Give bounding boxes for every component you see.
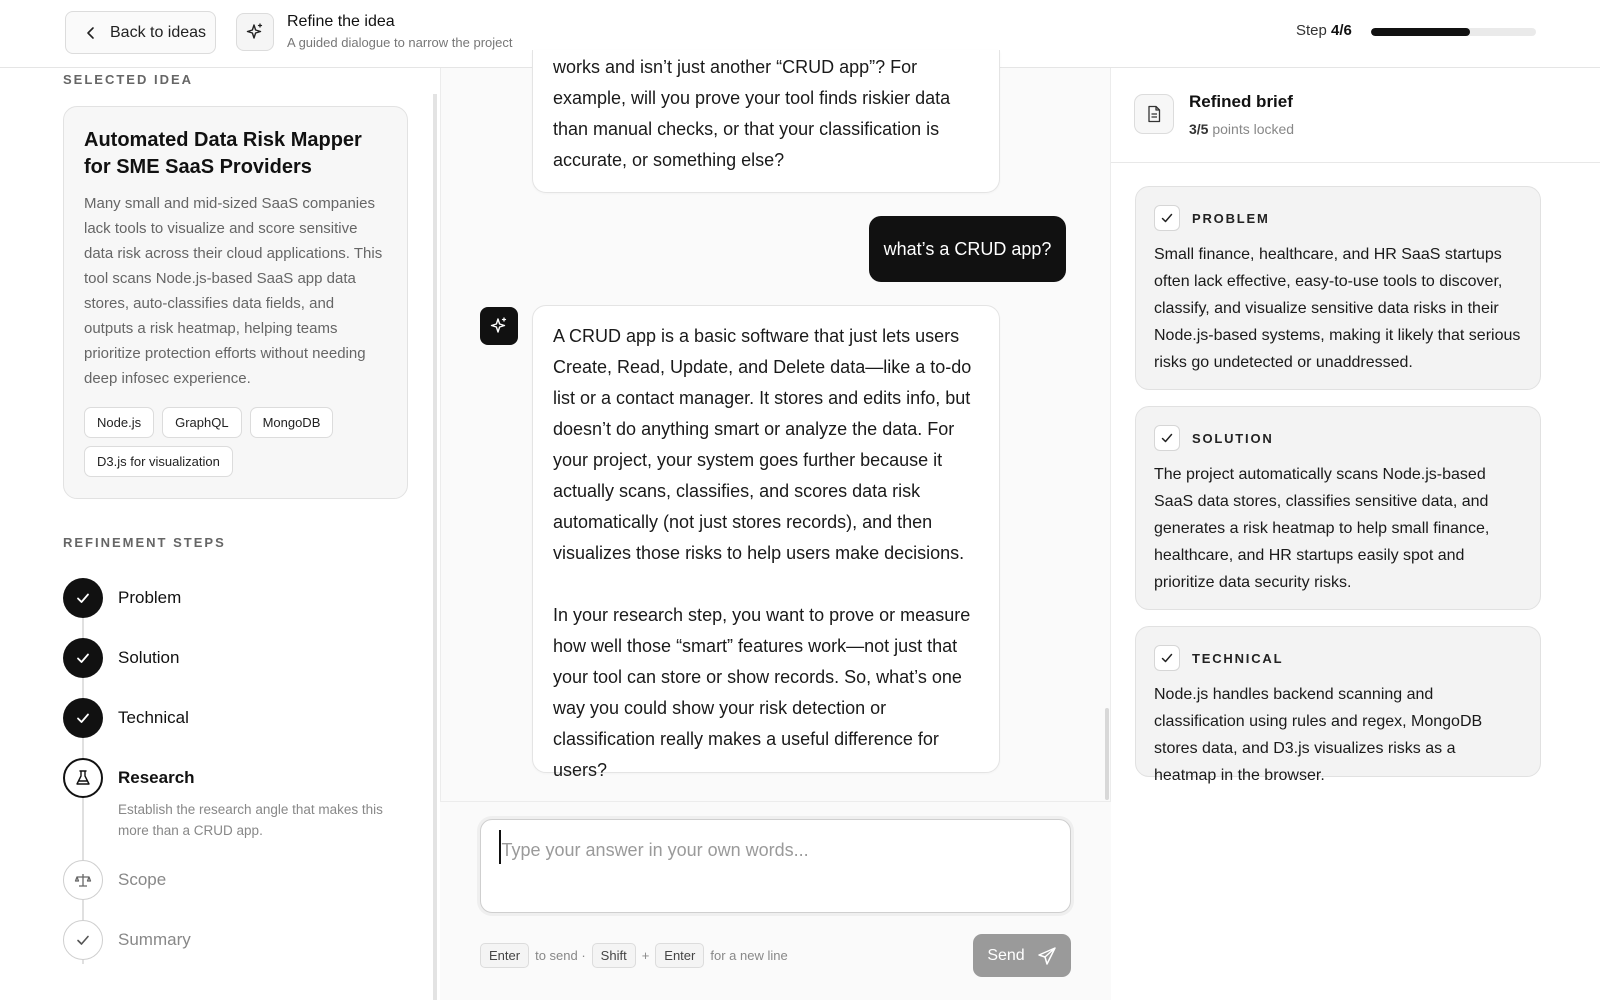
step-problem[interactable] [63, 578, 181, 618]
locked-text: points locked [1212, 121, 1295, 137]
refinement-steps-heading: REFINEMENT STEPS [63, 535, 226, 550]
text-caret [499, 830, 501, 864]
assistant-avatar [480, 307, 518, 345]
brief-card-problem [1135, 186, 1541, 390]
shift-key: Shift [592, 943, 636, 968]
brief-header [1111, 68, 1600, 163]
check-icon [1154, 425, 1180, 451]
scale-icon [63, 860, 103, 900]
message-paragraph: A CRUD app is a basic software that just lets users Create, Read, Update, and Delete data—like a to-do list or a contact manager. It stores and edits info, but doesn’t do anything smart or analyze the data. For your project, your system goes further because it actually scans, classifies, and scores data risk automatically (not just stores records), and then visualizes those risks to help users make decisions. [553, 326, 972, 563]
step-label: Research [118, 768, 195, 787]
step-summary[interactable] [63, 920, 191, 960]
send-label: Send [987, 946, 1025, 964]
tag: MongoDB [250, 407, 334, 438]
idea-description: Many small and mid-sized SaaS companies lack tools to visualize and score sensitive data risk across their cloud applications. This tool scans Node.js-based SaaS app data stores, auto-classifies data fields, and outputs a risk heatmap, helping teams prioritize protection efforts without needing deep infosec experience. [84, 195, 383, 387]
send-icon [1037, 946, 1057, 966]
brief-card-label: PROBLEM [1192, 210, 1270, 226]
sparkle-icon [236, 13, 274, 51]
back-to-ideas-label: Back to ideas [110, 23, 207, 41]
brief-card-text: The project automatically scans Node.js-based SaaS data stores, classifies sensitive data, and generates a risk heatmap to help small finance, healthcare, and HR startups easily spot and prioritize data security risks. [1154, 466, 1490, 591]
step-label: Summary [118, 930, 191, 949]
brief-card-label: TECHNICAL [1192, 650, 1284, 666]
page-subtitle: A guided dialogue to narrow the project [287, 35, 513, 50]
hint-text: to send · [535, 948, 586, 963]
current-step-description: Establish the research angle that makes this more than a CRUD app. [118, 802, 383, 838]
step-label: Problem [118, 588, 182, 607]
enter-key: Enter [655, 943, 704, 968]
hint-text: for a new line [710, 948, 788, 963]
step-prefix: Step [1296, 22, 1327, 39]
brief-card-solution [1135, 406, 1541, 610]
sparkle-icon [489, 316, 509, 336]
locked-count: 3/5 [1189, 121, 1209, 137]
check-icon [1154, 205, 1180, 231]
step-progress-bar [1371, 28, 1536, 36]
step-label: Technical [118, 708, 189, 727]
tag: GraphQL [162, 407, 241, 438]
check-icon [1154, 645, 1180, 671]
enter-key: Enter [480, 943, 529, 968]
page-title: Refine the idea [287, 13, 395, 30]
step-scope[interactable] [63, 860, 166, 900]
user-message: what’s a CRUD app? [869, 216, 1066, 282]
idea-title: Automated Data Risk Mapper for SME SaaS Providers [84, 129, 362, 178]
keyboard-hints [480, 943, 788, 968]
message-text: works and isn’t just another “CRUD app”? For example, will you prove your tool finds riskier data than manual checks, or that your classification is accurate, or something else? [553, 57, 951, 170]
check-icon [63, 920, 103, 960]
document-icon [1134, 94, 1174, 134]
step-value: 4/6 [1331, 22, 1352, 39]
message-paragraph: In your research step, you want to prove or measure how well those “smart” features work—not just that your tool can store or show records. So, what’s one way you could show your risk detection or classification really makes a useful difference for users? [553, 605, 971, 780]
step-research[interactable] [63, 758, 195, 798]
tech-tags [84, 407, 387, 477]
answer-placeholder: Type your answer in your own words... [501, 839, 809, 860]
answer-input[interactable] [480, 819, 1071, 913]
step-technical[interactable] [63, 698, 189, 738]
brief-card-technical [1135, 626, 1541, 784]
back-to-ideas-button[interactable] [65, 11, 216, 54]
brief-status [1189, 121, 1294, 137]
brief-card-text: Node.js handles backend scanning and classification using rules and regex, MongoDB stores data, and D3.js visualizes risks as a heatmap in the browser. [1154, 686, 1483, 784]
tag: Node.js [84, 407, 154, 438]
sidebar-scrollbar[interactable] [433, 94, 437, 1000]
brief-title: Refined brief [1189, 92, 1293, 111]
brief-card-text: Small finance, healthcare, and HR SaaS startups often lack effective, easy-to-use tools to discover, classify, and visualize sensitive data risks in their Node.js-based systems, making it likely that serious risks go undetected or unaddressed. [1154, 246, 1521, 371]
send-button[interactable] [973, 934, 1071, 977]
step-solution[interactable] [63, 638, 179, 678]
chat-scrollbar[interactable] [1105, 708, 1109, 800]
flask-icon [63, 758, 103, 798]
assistant-message [532, 305, 1000, 780]
tag: D3.js for visualization [84, 446, 233, 477]
selected-idea-heading: SELECTED IDEA [63, 72, 194, 87]
check-icon [63, 698, 103, 738]
brief-card-label: SOLUTION [1192, 430, 1274, 446]
chevron-left-icon [84, 26, 98, 40]
step-label: Solution [118, 648, 180, 667]
assistant-message [532, 50, 1000, 193]
step-label: Scope [118, 870, 167, 889]
check-icon [63, 578, 103, 618]
check-icon [63, 638, 103, 678]
selected-idea-card [63, 106, 408, 499]
hint-plus: + [641, 948, 650, 963]
step-progress-fill [1371, 28, 1470, 36]
step-indicator [1296, 22, 1352, 39]
